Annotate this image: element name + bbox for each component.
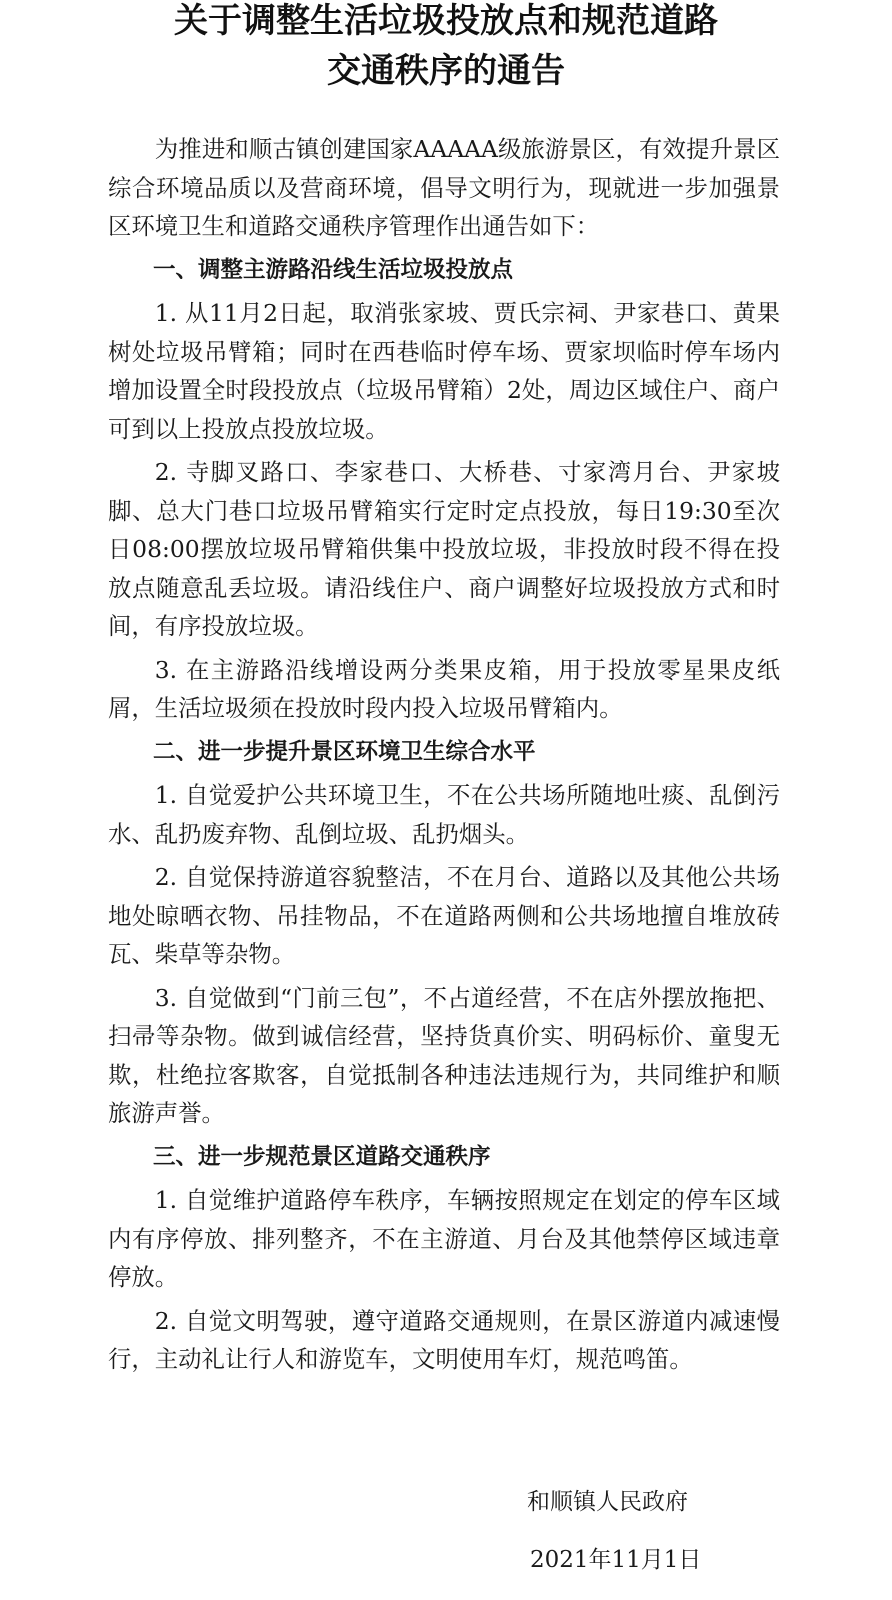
intro-paragraph: 为推进和顺古镇创建国家AAAAA级旅游景区，有效提升景区综合环境品质以及营商环境，倡导文明行为，现就进一步加强景区环境卫生和道路交通秩序管理作出通告如下： (108, 135, 780, 240)
section-1-heading: 一、调整主游路沿线生活垃圾投放点 (153, 256, 514, 283)
section-3-item-2: 2. 自觉文明驾驶，遵守道路交通规则，在景区游道内减速慢行，主动礼让行人和游览车，文明使用车灯，规范鸣笛。 (108, 1306, 780, 1373)
section-3-heading: 三、进一步规范景区道路交通秩序 (153, 1143, 491, 1170)
section-1-item-1: 1. 从11月2日起，取消张家坡、贾氏宗祠、尹家巷口、黄果树处垃圾吊臂箱；同时在西巷临时停车场、贾家坝临时停车场内增加设置全时段投放点（垃圾吊臂箱）2处，周边区域住户、商户可到以上投放点投放垃圾。 (108, 299, 780, 443)
section-2-item-2: 2. 自觉保持游道容貌整洁，不在月台、道路以及其他公共场地处晾晒衣物、吊挂物品，不在道路两侧和公共场地擅自堆放砖瓦、柴草等杂物。 (108, 863, 780, 968)
section-2-item-1: 1. 自觉爱护公共环境卫生，不在公共场所随地吐痰、乱倒污水、乱扔废弃物、乱倒垃圾、乱扔烟头。 (108, 781, 780, 848)
signature-date: 2021年11月1日 (530, 1547, 702, 1573)
document-title-line-1: 关于调整生活垃圾投放点和规范道路 (174, 1, 718, 41)
notice-body (108, 130, 780, 1384)
section-2-item-3: 3. 自觉做到“门前三包”，不占道经营，不在店外摆放拖把、扫帚等杂物。做到诚信经营，坚持货真价实、明码标价、童叟无欺，杜绝拉客欺客，自觉抵制各种违法违规行为，共同维护和顺旅游声誉。 (108, 983, 780, 1127)
section-2-heading: 二、进一步提升景区环境卫生综合水平 (153, 738, 536, 765)
document-title-line-2: 交通秩序的通告 (327, 51, 565, 91)
section-1-item-3: 3. 在主游路沿线增设两分类果皮箱，用于投放零星果皮纸屑，生活垃圾须在投放时段内投入垃圾吊臂箱内。 (108, 655, 780, 722)
section-3-item-1: 1. 自觉维护道路停车秩序，车辆按照规定在划定的停车区域内有序停放、排列整齐，不在主游道、月台及其他禁停区域违章停放。 (108, 1186, 780, 1291)
signature-organization: 和顺镇人民政府 (527, 1489, 688, 1515)
section-1-item-2: 2. 寺脚叉路口、李家巷口、大桥巷、寸家湾月台、尹家坡脚、总大门巷口垃圾吊臂箱实行定时定点投放，每日19:30至次日08:00摆放垃圾吊臂箱供集中投放垃圾，非投放时段不得在投放点随意乱丢垃圾。请沿线住户、商户调整好垃圾投放方式和时间，有序投放垃圾。 (108, 458, 780, 640)
